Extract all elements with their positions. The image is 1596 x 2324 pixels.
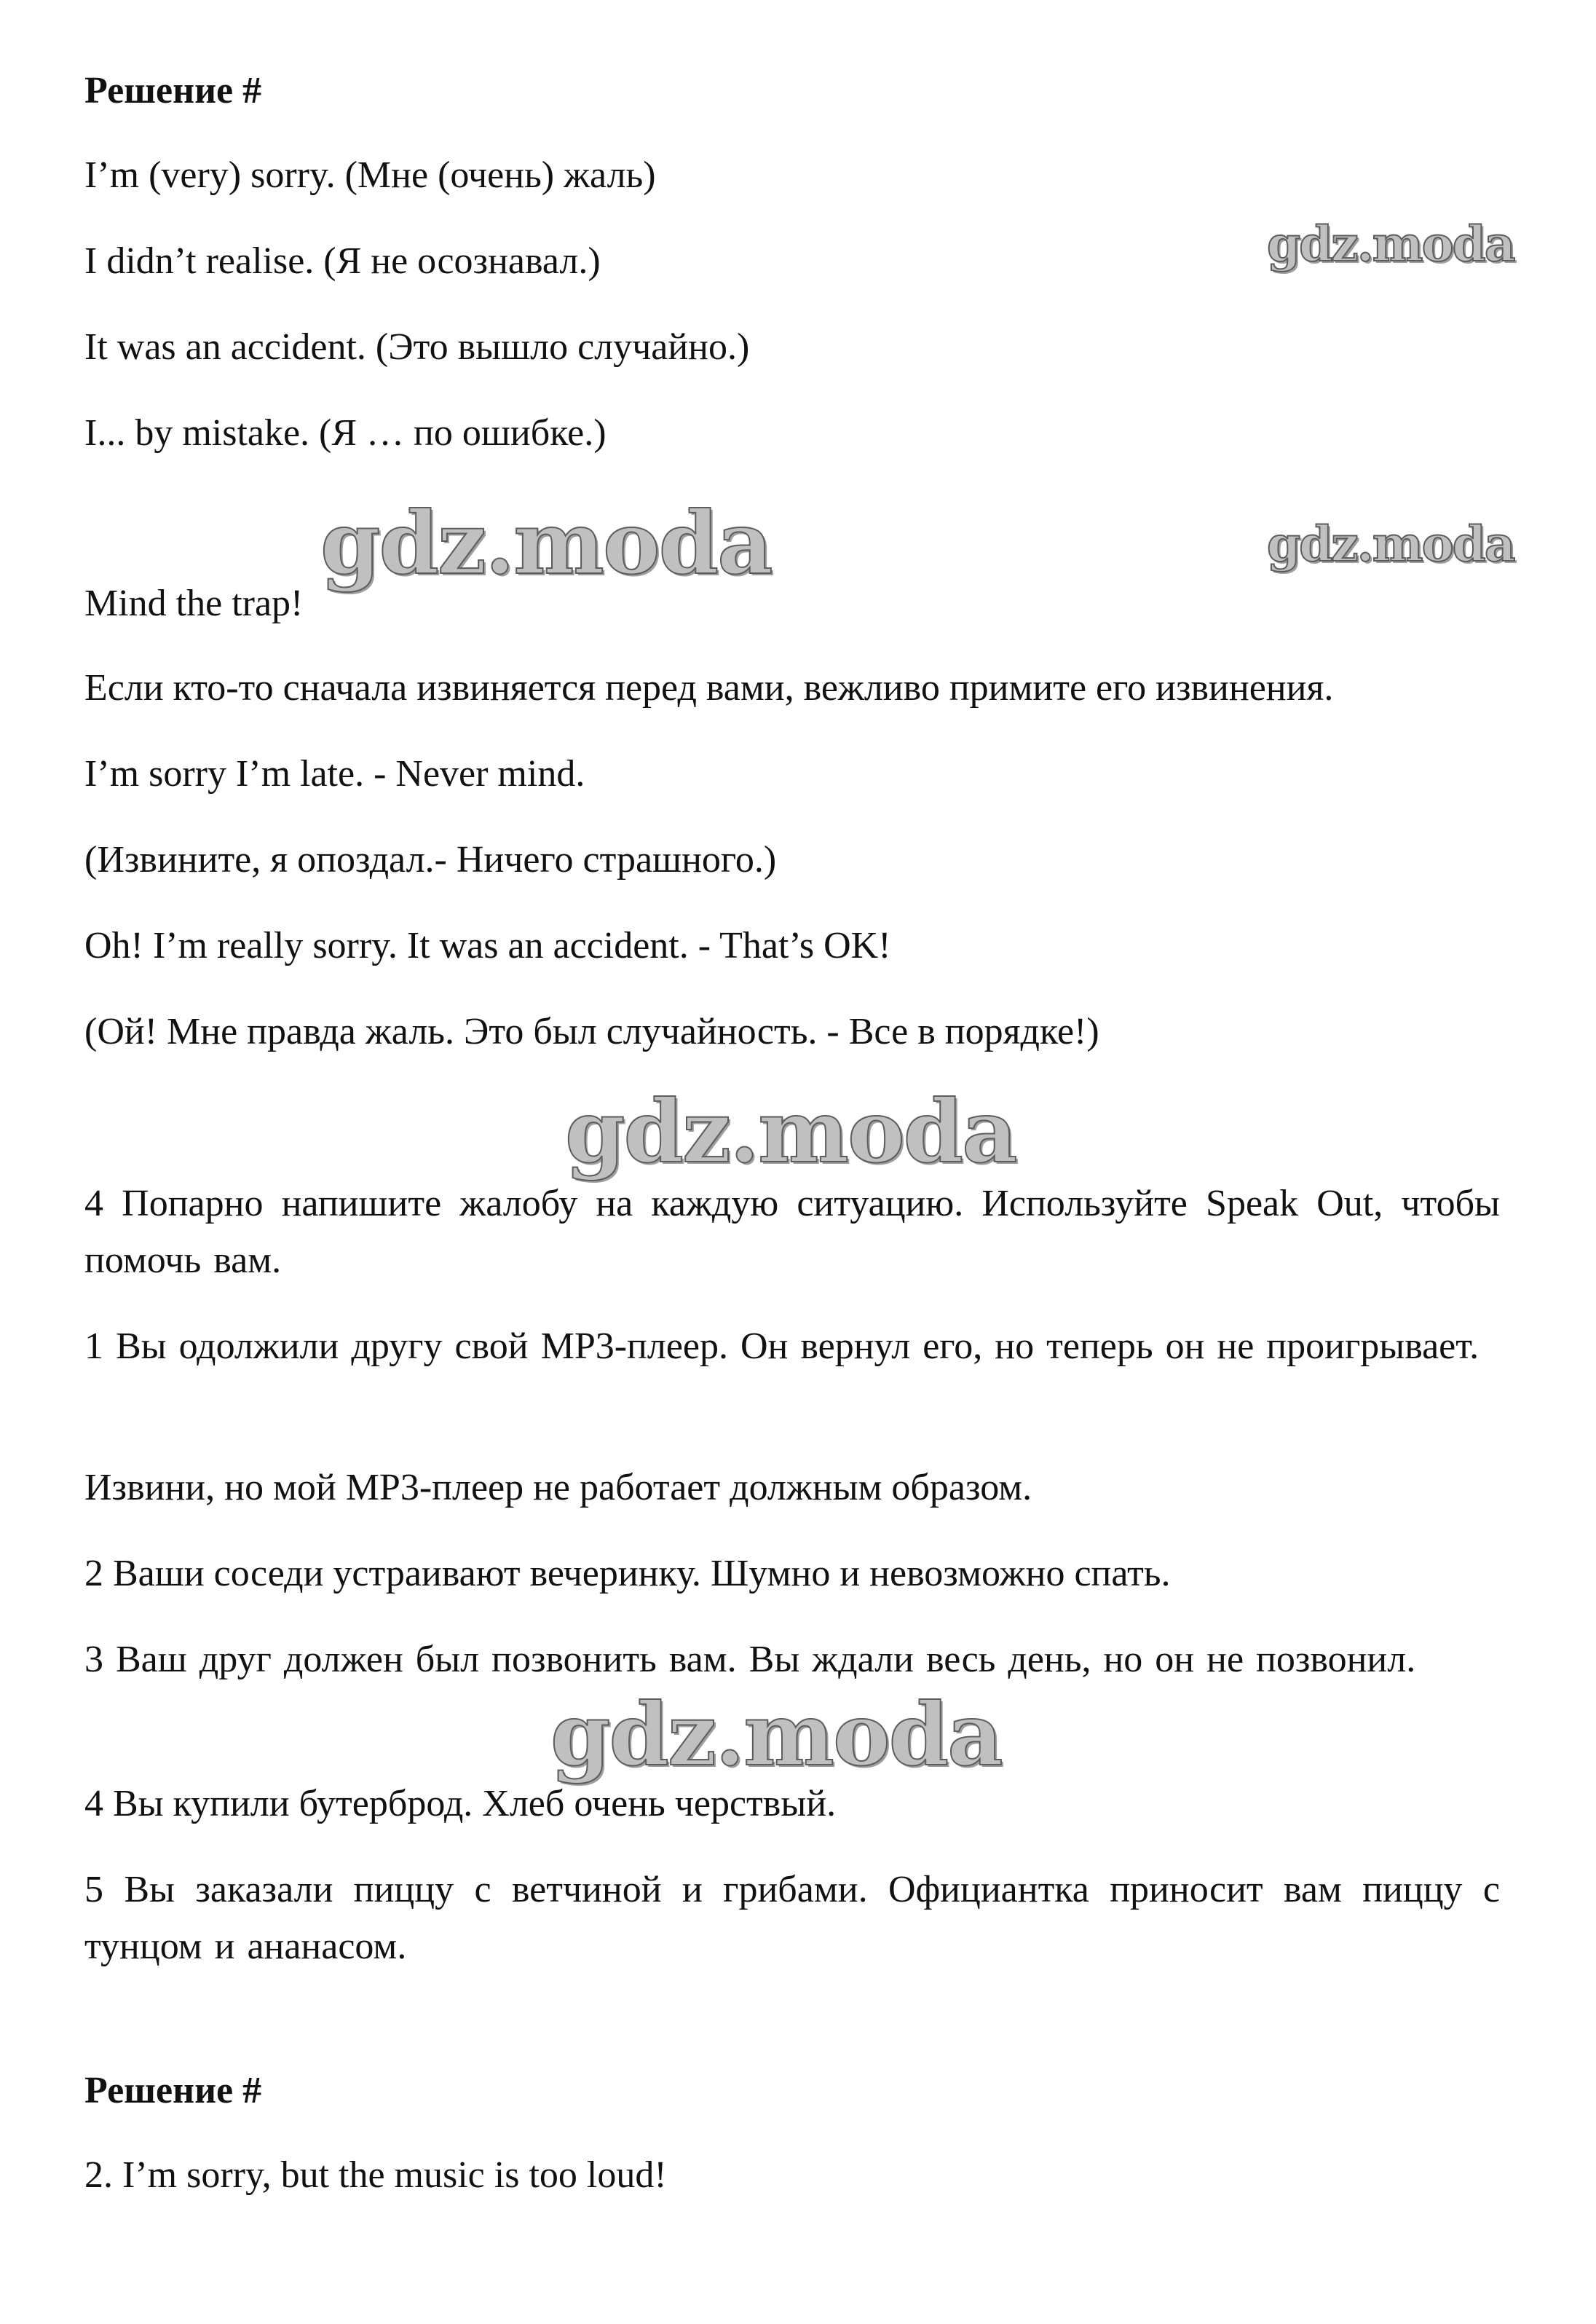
- trap-example: I’m sorry I’m late. - Never mind.: [84, 753, 585, 795]
- watermark-logo: gdz.moda: [550, 1684, 1002, 1785]
- task-item: 3 Ваш друг должен был позвонить вам. Вы ждали весь день, но он не позвонил.: [84, 1639, 1416, 1680]
- watermark-logo: gdz.moda: [320, 492, 772, 594]
- trap-example-translation: (Извините, я опоздал.- Ничего страшного.): [84, 839, 777, 881]
- task-intro: 4 Попарно напишите жалобу на каждую ситуацию. Используйте Speak Out, чтобы помочь вам.: [84, 1183, 1500, 1281]
- task-item: 1 Вы одолжили другу свой MP3-плеер. Он вернул его, но теперь он не проигрывает.: [84, 1326, 1480, 1367]
- task-item: 4 Вы купили бутерброд. Хлеб очень черствый.: [84, 1783, 837, 1824]
- task-item: 2 Ваши соседи устраивают вечеринку. Шумно и невозможно спать.: [84, 1553, 1171, 1594]
- trap-title: Mind the trap!: [84, 583, 304, 624]
- solution-heading: Решение #: [84, 2070, 262, 2111]
- trap-example-translation: (Ой! Мне правда жаль. Это был случайность. - Все в порядке!): [84, 1011, 1099, 1052]
- trap-example: Oh! I’m really sorry. It was an accident. - That’s OK!: [84, 925, 891, 966]
- phrase-line: It was an accident. (Это вышло случайно.): [84, 326, 750, 368]
- answer-line: 2. I’m sorry, but the music is too loud!: [84, 2154, 667, 2196]
- phrase-line: I didn’t realise. (Я не осознавал.): [84, 240, 601, 282]
- watermark-logo: gdz.moda: [565, 1081, 1016, 1182]
- phrase-line: I’m (very) sorry. (Мне (очень) жаль): [84, 154, 656, 196]
- task-item: 5 Вы заказали пиццу с ветчиной и грибами. Официантка приносит вам пиццу с тунцом и ананасом.: [84, 1869, 1500, 1967]
- trap-instruction: Если кто-то сначала извиняется перед вами, вежливо примите его извинения.: [84, 667, 1334, 709]
- watermark-logo: gdz.moda: [1267, 216, 1514, 272]
- phrase-line: I... by mistake. (Я … по ошибке.): [84, 412, 607, 454]
- watermark-logo: gdz.moda: [1267, 516, 1514, 572]
- solution-heading: Решение #: [84, 70, 262, 111]
- task-item-answer: Извини, но мой MP3-плеер не работает должным образом.: [84, 1467, 1032, 1508]
